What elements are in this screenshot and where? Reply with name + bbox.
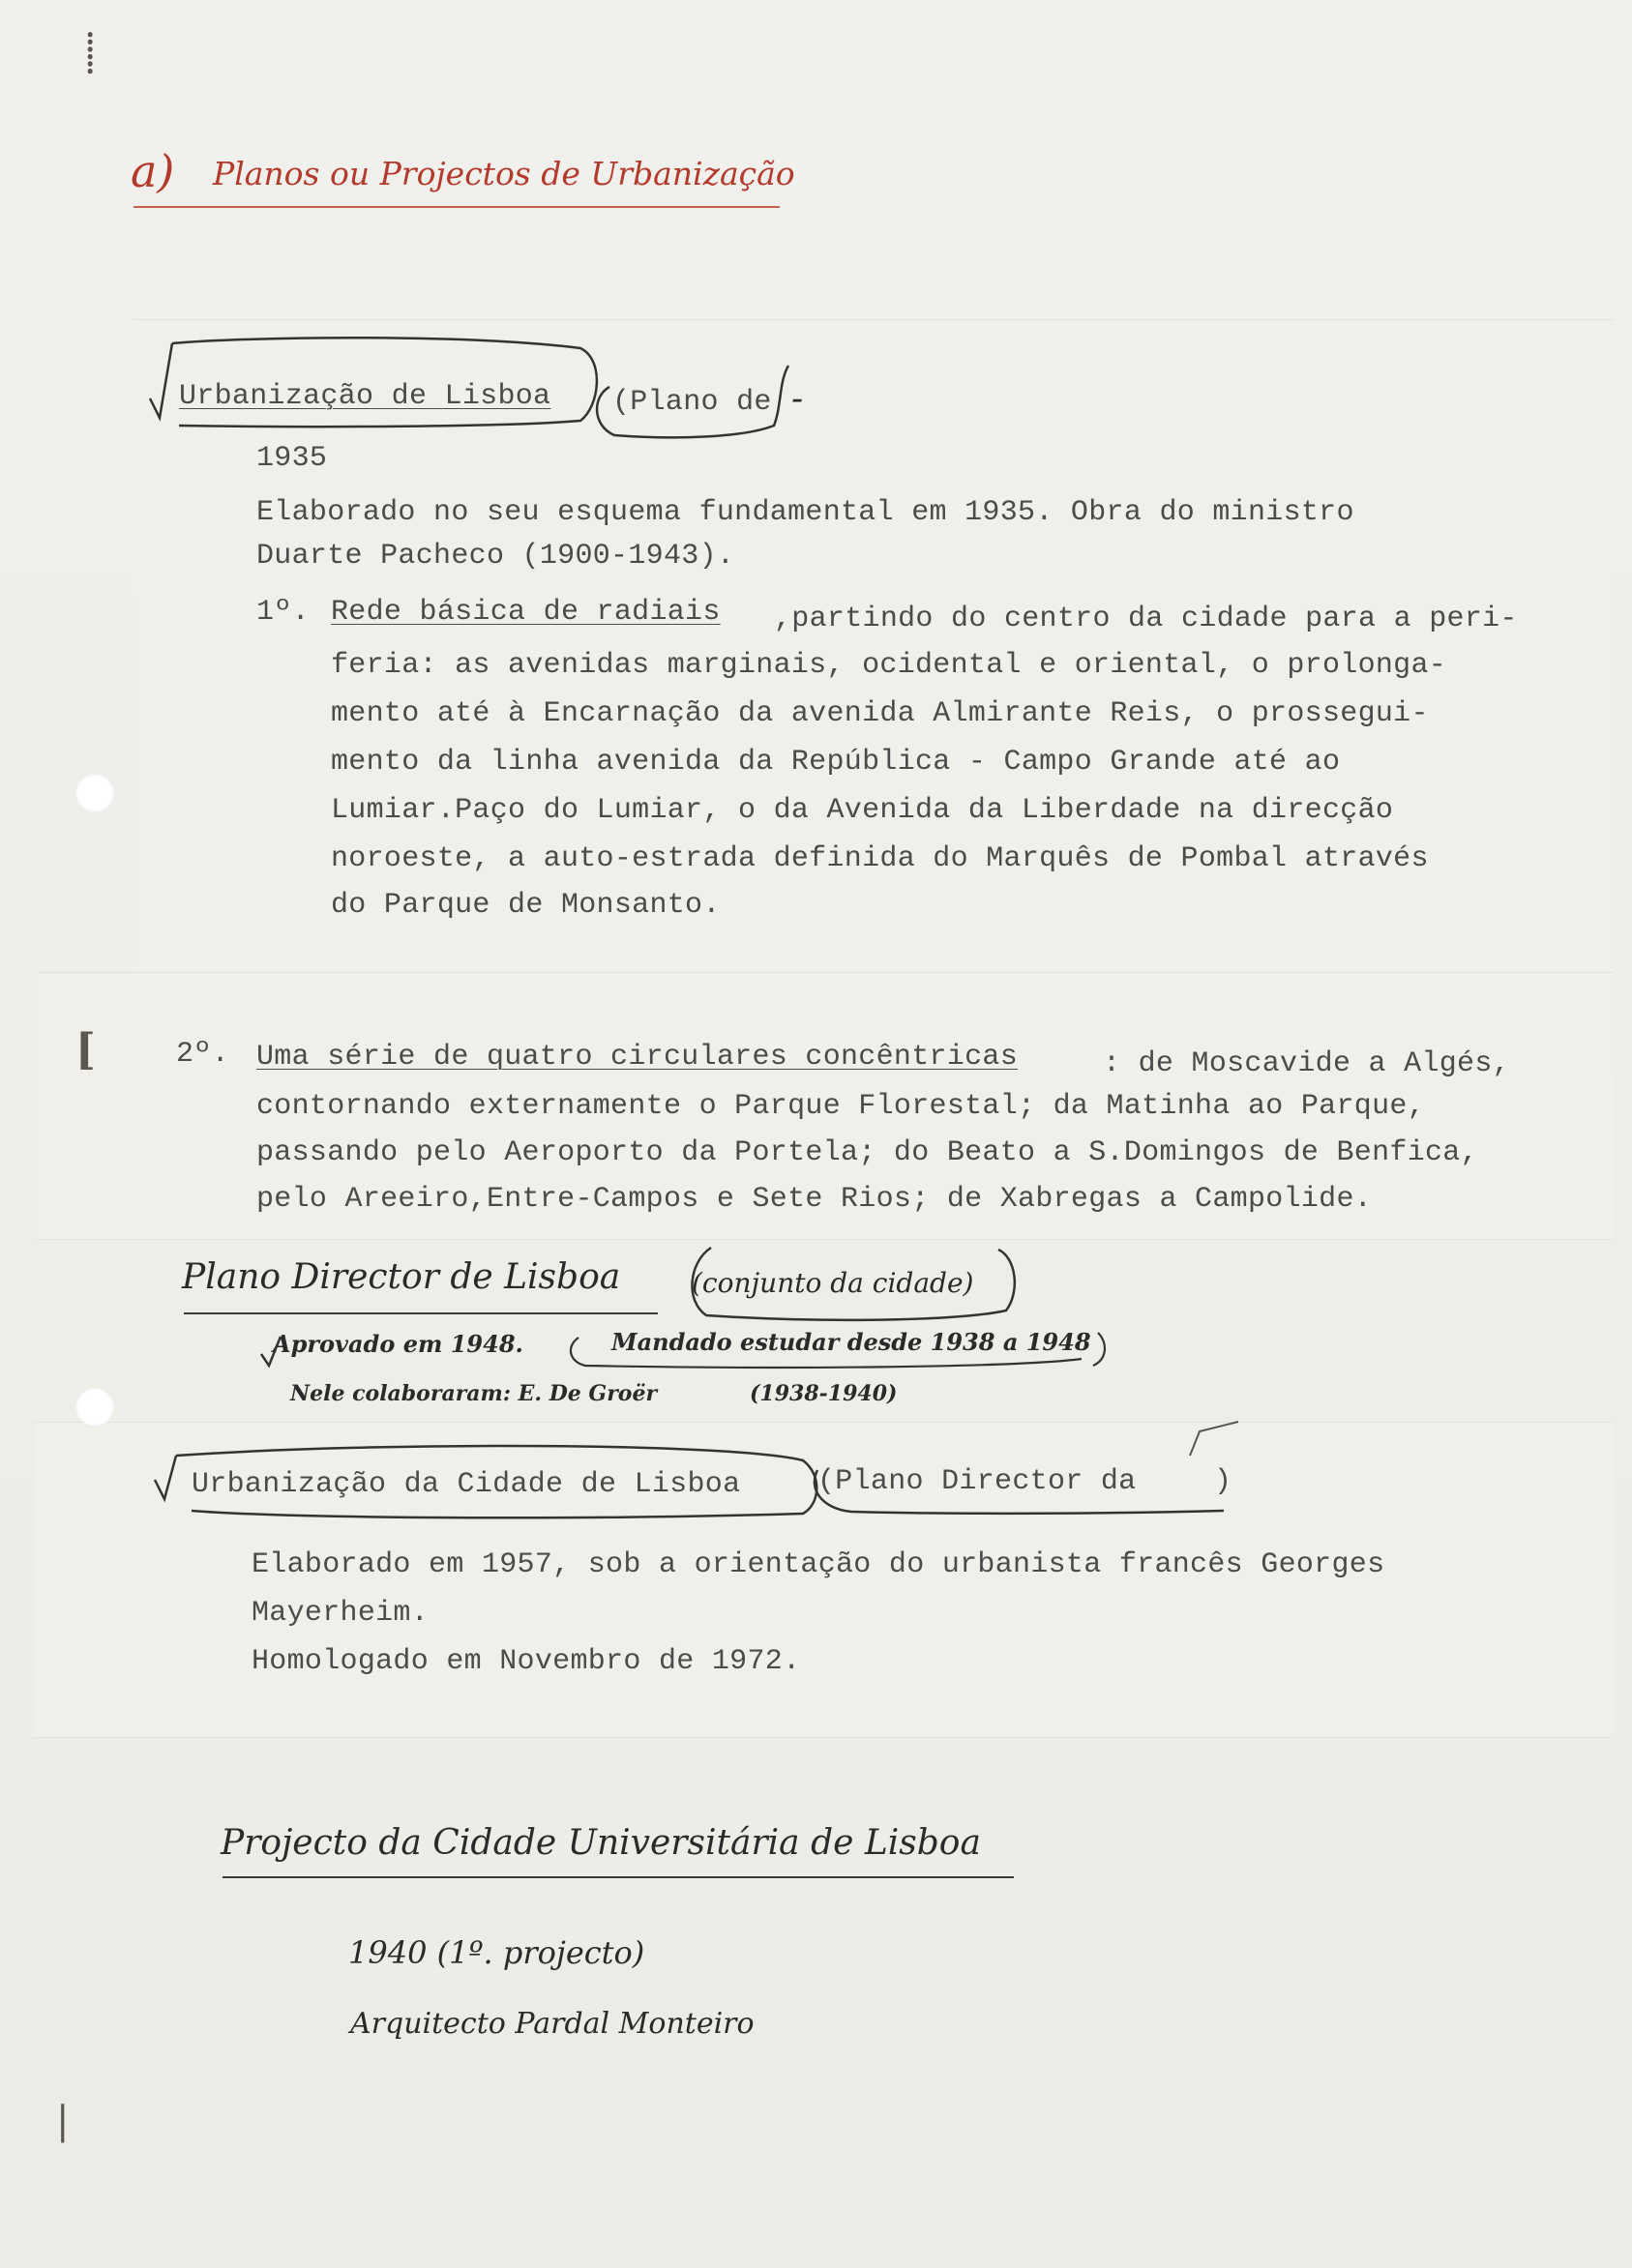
margin-mark-bottom: | <box>56 2099 70 2143</box>
point1-number: 1º. <box>256 596 310 629</box>
plano-director-collaborators-years: (1938-1940) <box>750 1381 898 1406</box>
entry2-line-2: Mayerheim. <box>252 1597 430 1630</box>
plano-director-title: Plano Director de Lisboa <box>182 1257 621 1297</box>
point1-line-2: feria: as avenidas marginais, ocidental e oriental, o prolonga- <box>331 649 1447 682</box>
point1-line-6: noroeste, a auto-estrada definida do Marquês de Pombal através <box>331 842 1429 875</box>
plano-director-collaborators: Nele colaboraram: E. De Groër <box>290 1381 658 1406</box>
point1-title: Rede básica de radiais <box>331 596 721 629</box>
cidade-universitaria-architect: Arquitecto Pardal Monteiro <box>350 2007 755 2041</box>
entry1-annotation: - <box>791 379 804 419</box>
plano-director-studied: Mandado estudar desde 1938 a 1948 <box>611 1328 1091 1356</box>
entry2-line-3: Homologado em Novembro de 1972. <box>252 1645 801 1678</box>
point2-title: Uma série de quatro circulares concêntricas <box>256 1041 1019 1074</box>
point2-line-3: passando pelo Aeroporto da Portela; do Beato a S.Domingos de Benfica, <box>256 1136 1478 1169</box>
point1-line-1: ,partindo do centro da cidade para a peri- <box>774 603 1518 635</box>
point1-line-5: Lumiar.Paço do Lumiar, o da Avenida da Liberdade na direcção <box>331 794 1394 827</box>
point2-line-2: contornando externamente o Parque Florestal; da Matinha ao Parque, <box>256 1090 1425 1123</box>
binder-hole-top <box>75 774 114 812</box>
cidade-universitaria-underline <box>223 1876 1014 1878</box>
point2-line-4: pelo Areeiro,Entre-Campos e Sete Rios; de Xabregas a Campolide. <box>256 1183 1373 1216</box>
entry1-subtitle: (Plano de <box>612 386 772 419</box>
plano-director-subtitle: (conjunto da cidade) <box>692 1267 974 1299</box>
entry1-description-line-2: Duarte Pacheco (1900-1943). <box>256 540 735 573</box>
point1-line-4: mento da linha avenida da República - Campo Grande até ao <box>331 746 1341 779</box>
binder-hole-bottom <box>75 1388 114 1427</box>
point1-line-7: do Parque de Monsanto. <box>331 889 721 922</box>
entry1-title: Urbanização de Lisboa <box>179 380 551 413</box>
cidade-universitaria-year: 1940 (1º. projecto) <box>348 1934 645 1971</box>
entry2-line-1: Elaborado em 1957, sob a orientação do urbanista francês Georges <box>252 1548 1385 1581</box>
heading-title: Planos ou Projectos de Urbanização <box>213 155 795 192</box>
margin-mark-top: ⸽ <box>85 31 96 75</box>
point1-line-3: mento até à Encarnação da avenida Almirante Reis, o prossegui- <box>331 697 1429 730</box>
heading-marker: a) <box>131 145 175 197</box>
plano-director-underline <box>184 1312 658 1314</box>
entry2-subtitle: (Plano Director da <box>817 1465 1137 1498</box>
cidade-universitaria-title: Projecto da Cidade Universitária de Lisboa <box>221 1823 981 1863</box>
entry2-closing: ) <box>1214 1465 1232 1498</box>
entry1-description-line-1: Elaborado no seu esquema fundamental em 1935. Obra do ministro <box>256 496 1354 529</box>
heading-underline <box>134 206 780 208</box>
plano-director-approved: Aprovado em 1948. <box>273 1330 523 1358</box>
entry2-title: Urbanização da Cidade de Lisboa <box>192 1468 741 1501</box>
margin-mark-middle: [ <box>75 1025 96 1075</box>
plano-studied-close <box>1093 1333 1105 1366</box>
point2-line-1: : de Moscavide a Algés, <box>1103 1047 1510 1080</box>
point2-number: 2º. <box>176 1038 229 1071</box>
entry1-year: 1935 <box>256 442 328 475</box>
